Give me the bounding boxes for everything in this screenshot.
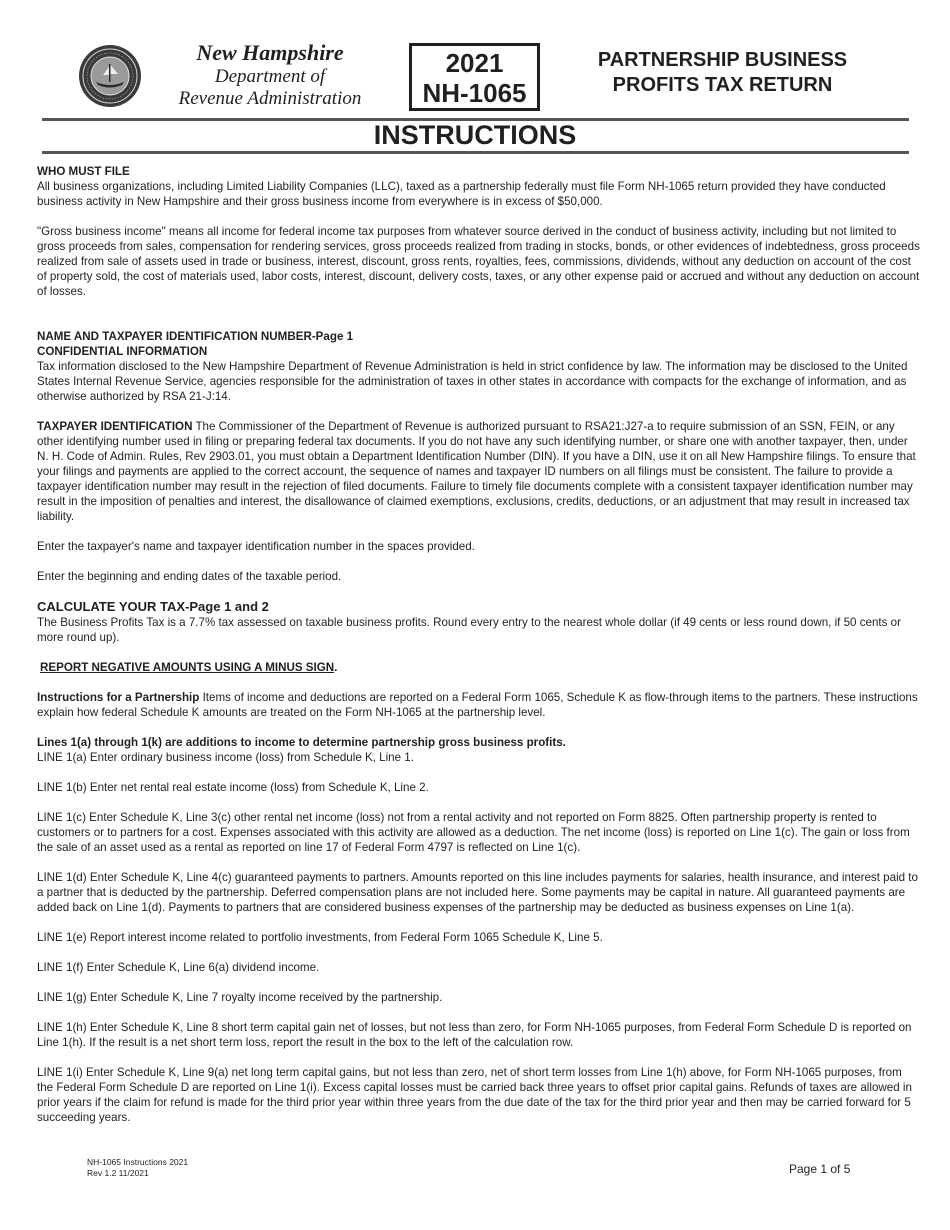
line-1d: LINE 1(d) Enter Schedule K, Line 4(c) guaranteed payments to partners. Amounts reported on this line includes payments for salaries, health insurance, and interest paid to a partner that is deducted by the partnership. Deferred compensation plans are not included here. Some payments may be capital in nature. All guaranteed payments are added back on Line 1(d). Payments to partners that are considered business expenses of the partnership may be deducted as business expenses on Line 1(a). [37,871,918,914]
footer-revision: Rev 1.2 11/2021 [87,1168,149,1178]
paragraph-calculate: The Business Profits Tax is a 7.7% tax assessed on taxable business profits. Round every entry to the nearest whole dollar (if 49 cents or less round down, if 50 cents or more round up). [37,616,901,644]
paragraph-confidential: Tax information disclosed to the New Hampshire Department of Revenue Administration is held in strict confidence by law. The information may be disclosed to the United States Internal Revenue Service, agencies responsible for the administration of taxes in other states in accordance with compacts for the exchange of information, and as otherwise authorized by RSA 21-J:14. [37,360,908,403]
line-1i: LINE 1(i) Enter Schedule K, Line 9(a) net long term capital gains, but not less than zero, net of short term losses from Line 1(h) above, for Form NH-1065 purposes, from the Federal Form Schedule D are reported on Line 1(i). Excess capital losses must be carried back three years to offset prior capital gains. Refunds of taxes are allowed in prior years if the claim for refund is made for the third prior year within three years from the due date of the tax for the third prior year and then may be carried forward for 5 succeeding years. [37,1066,912,1124]
line-1a: LINE 1(a) Enter ordinary business income (loss) from Schedule K, Line 1. [37,751,414,764]
paragraph-negative-amounts [37,660,921,675]
partnership-text: Items of income and deductions are reported on a Federal Form 1065, Schedule K as flow-through items to the partners. These instructions explain how federal Schedule K amounts are treated on the Form NH-1065 at the partnership level. [37,691,918,719]
footer-doc-name: NH-1065 Instructions 2021 [87,1157,189,1167]
section-heading-name-tin: NAME AND TAXPAYER IDENTIFICATION NUMBER-Page 1 [37,330,354,343]
agency-division: Revenue Administration [178,88,362,109]
form-title [590,48,855,98]
negative-amounts-period: . [334,661,338,674]
partnership-label: Instructions for a Partnership [37,691,200,704]
negative-amounts-notice: REPORT NEGATIVE AMOUNTS USING A MINUS SIGN [40,661,335,674]
taxpayer-identification-text: The Commissioner of the Department of Revenue is authorized pursuant to RSA21:J27-a to require submission of an SSN, FEIN, or any other identifying number used in filing or preparing federal tax documents. If you do not have any such identifying number, or share one with another taxpayer, then, under N. H. Code of Admin. Rules, Rev 2903.01, you must obtain a Department Identification Number (DIN). If you have a DIN, use it on all New Hampshire filings. To ensure that your filings and payments are applied to the correct account, the sequence of names and taxpayer ID numbers on all filings must be consistent. The failure to provide a taxpayer identification number may result in the rejection of filed documents. Failure to timely file documents complete with a consistent taxpayer identification number may result in the imposition of penalties and interest, the disallowance of claimed exemptions, exclusions, credits, deductions, or an adjustment that may result in increased tax liability. [37,420,916,523]
paragraph-enter-name: Enter the taxpayer's name and taxpayer identification number in the spaces provided. [37,540,475,553]
line-1e: LINE 1(e) Report interest income related to portfolio investments, from Federal Form 1065 Schedule K, Line 5. [37,931,603,944]
line-1b: LINE 1(b) Enter net rental real estate income (loss) from Schedule K, Line 2. [37,781,429,794]
section-heading-confidential: CONFIDENTIAL INFORMATION [37,345,208,358]
form-title-line2: PROFITS TAX RETURN [612,74,833,96]
state-seal-icon [78,44,142,108]
taxpayer-identification-label: TAXPAYER IDENTIFICATION [37,420,193,433]
section-heading-calculate: CALCULATE YOUR TAX-Page 1 and 2 [37,599,269,614]
header-rule-bottom [42,151,909,154]
document-header [0,0,950,160]
form-year: 2021 [445,48,504,78]
form-title-line1: PARTNERSHIP BUSINESS [597,49,848,71]
paragraph-enter-dates: Enter the beginning and ending dates of the taxable period. [37,570,342,583]
page-title: INSTRUCTIONS [373,120,577,150]
line-1f: LINE 1(f) Enter Schedule K, Line 6(a) dividend income. [37,961,320,974]
agency-name: New Hampshire [196,40,344,65]
paragraph-who-must-file: All business organizations, including Limited Liability Companies (LLC), taxed as a partnership federally must file Form NH-1065 return provided they have conducted business activity in New Hampshire and their gross business income from everywhere is in excess of $50,000. [37,180,886,208]
page-number: Page 1 of 5 [789,1162,851,1176]
form-number: NH-1065 [422,78,527,108]
footer-doc-info [87,1157,188,1179]
paragraph-taxpayer-identification [37,419,921,524]
line-1h: LINE 1(h) Enter Schedule K, Line 8 short term capital gain net of losses, but not less than zero, for Form NH-1065 purposes, from Federal Form Schedule D is reported on Line 1(h). If the result is a net short term loss, report the result in the box to the left of the calculation row. [37,1021,912,1049]
line-1g: LINE 1(g) Enter Schedule K, Line 7 royalty income received by the partnership. [37,991,443,1004]
section-heading-who-must-file: WHO MUST FILE [37,165,130,178]
lines-heading: Lines 1(a) through 1(k) are additions to income to determine partnership gross business profits. [37,736,566,749]
instructions-body [37,164,921,1125]
line-1c: LINE 1(c) Enter Schedule K, Line 3(c) other rental net income (loss) not from a rental activity and not reported on Form 8825. Often partnership property is rented to customers or to partners for a cost. Expenses associated with this activity are allowed as a deduction. The net income (loss) is reported on Line 1(c). The gain or loss from the sale of an asset used as a rental as reported on line 17 of Federal Form 4797 is reflected on Line 1(c). [37,811,910,854]
paragraph-partnership [37,690,921,720]
form-id-box [409,43,540,111]
agency-department: Department of [214,66,326,87]
paragraph-gross-business-income: "Gross business income" means all income for federal income tax purposes from whatever source derived in the conduct of business activity, including but not limited to gross proceeds from sales, compensation for rendering services, gross proceeds realized from trading in stocks, bonds, or other evidences of indebtedness, gross proceeds realized from sale of assets used in trade or business, interest, discount, gross rents, royalties, fees, commissions, dividends, without any deduction on account of the cost of property sold, the cost of materials used, labor costs, interest, discount, delivery costs, taxes, or any other expense paid or accrued and without any deduction on account of losses. [37,225,920,298]
agency-block [160,40,380,110]
